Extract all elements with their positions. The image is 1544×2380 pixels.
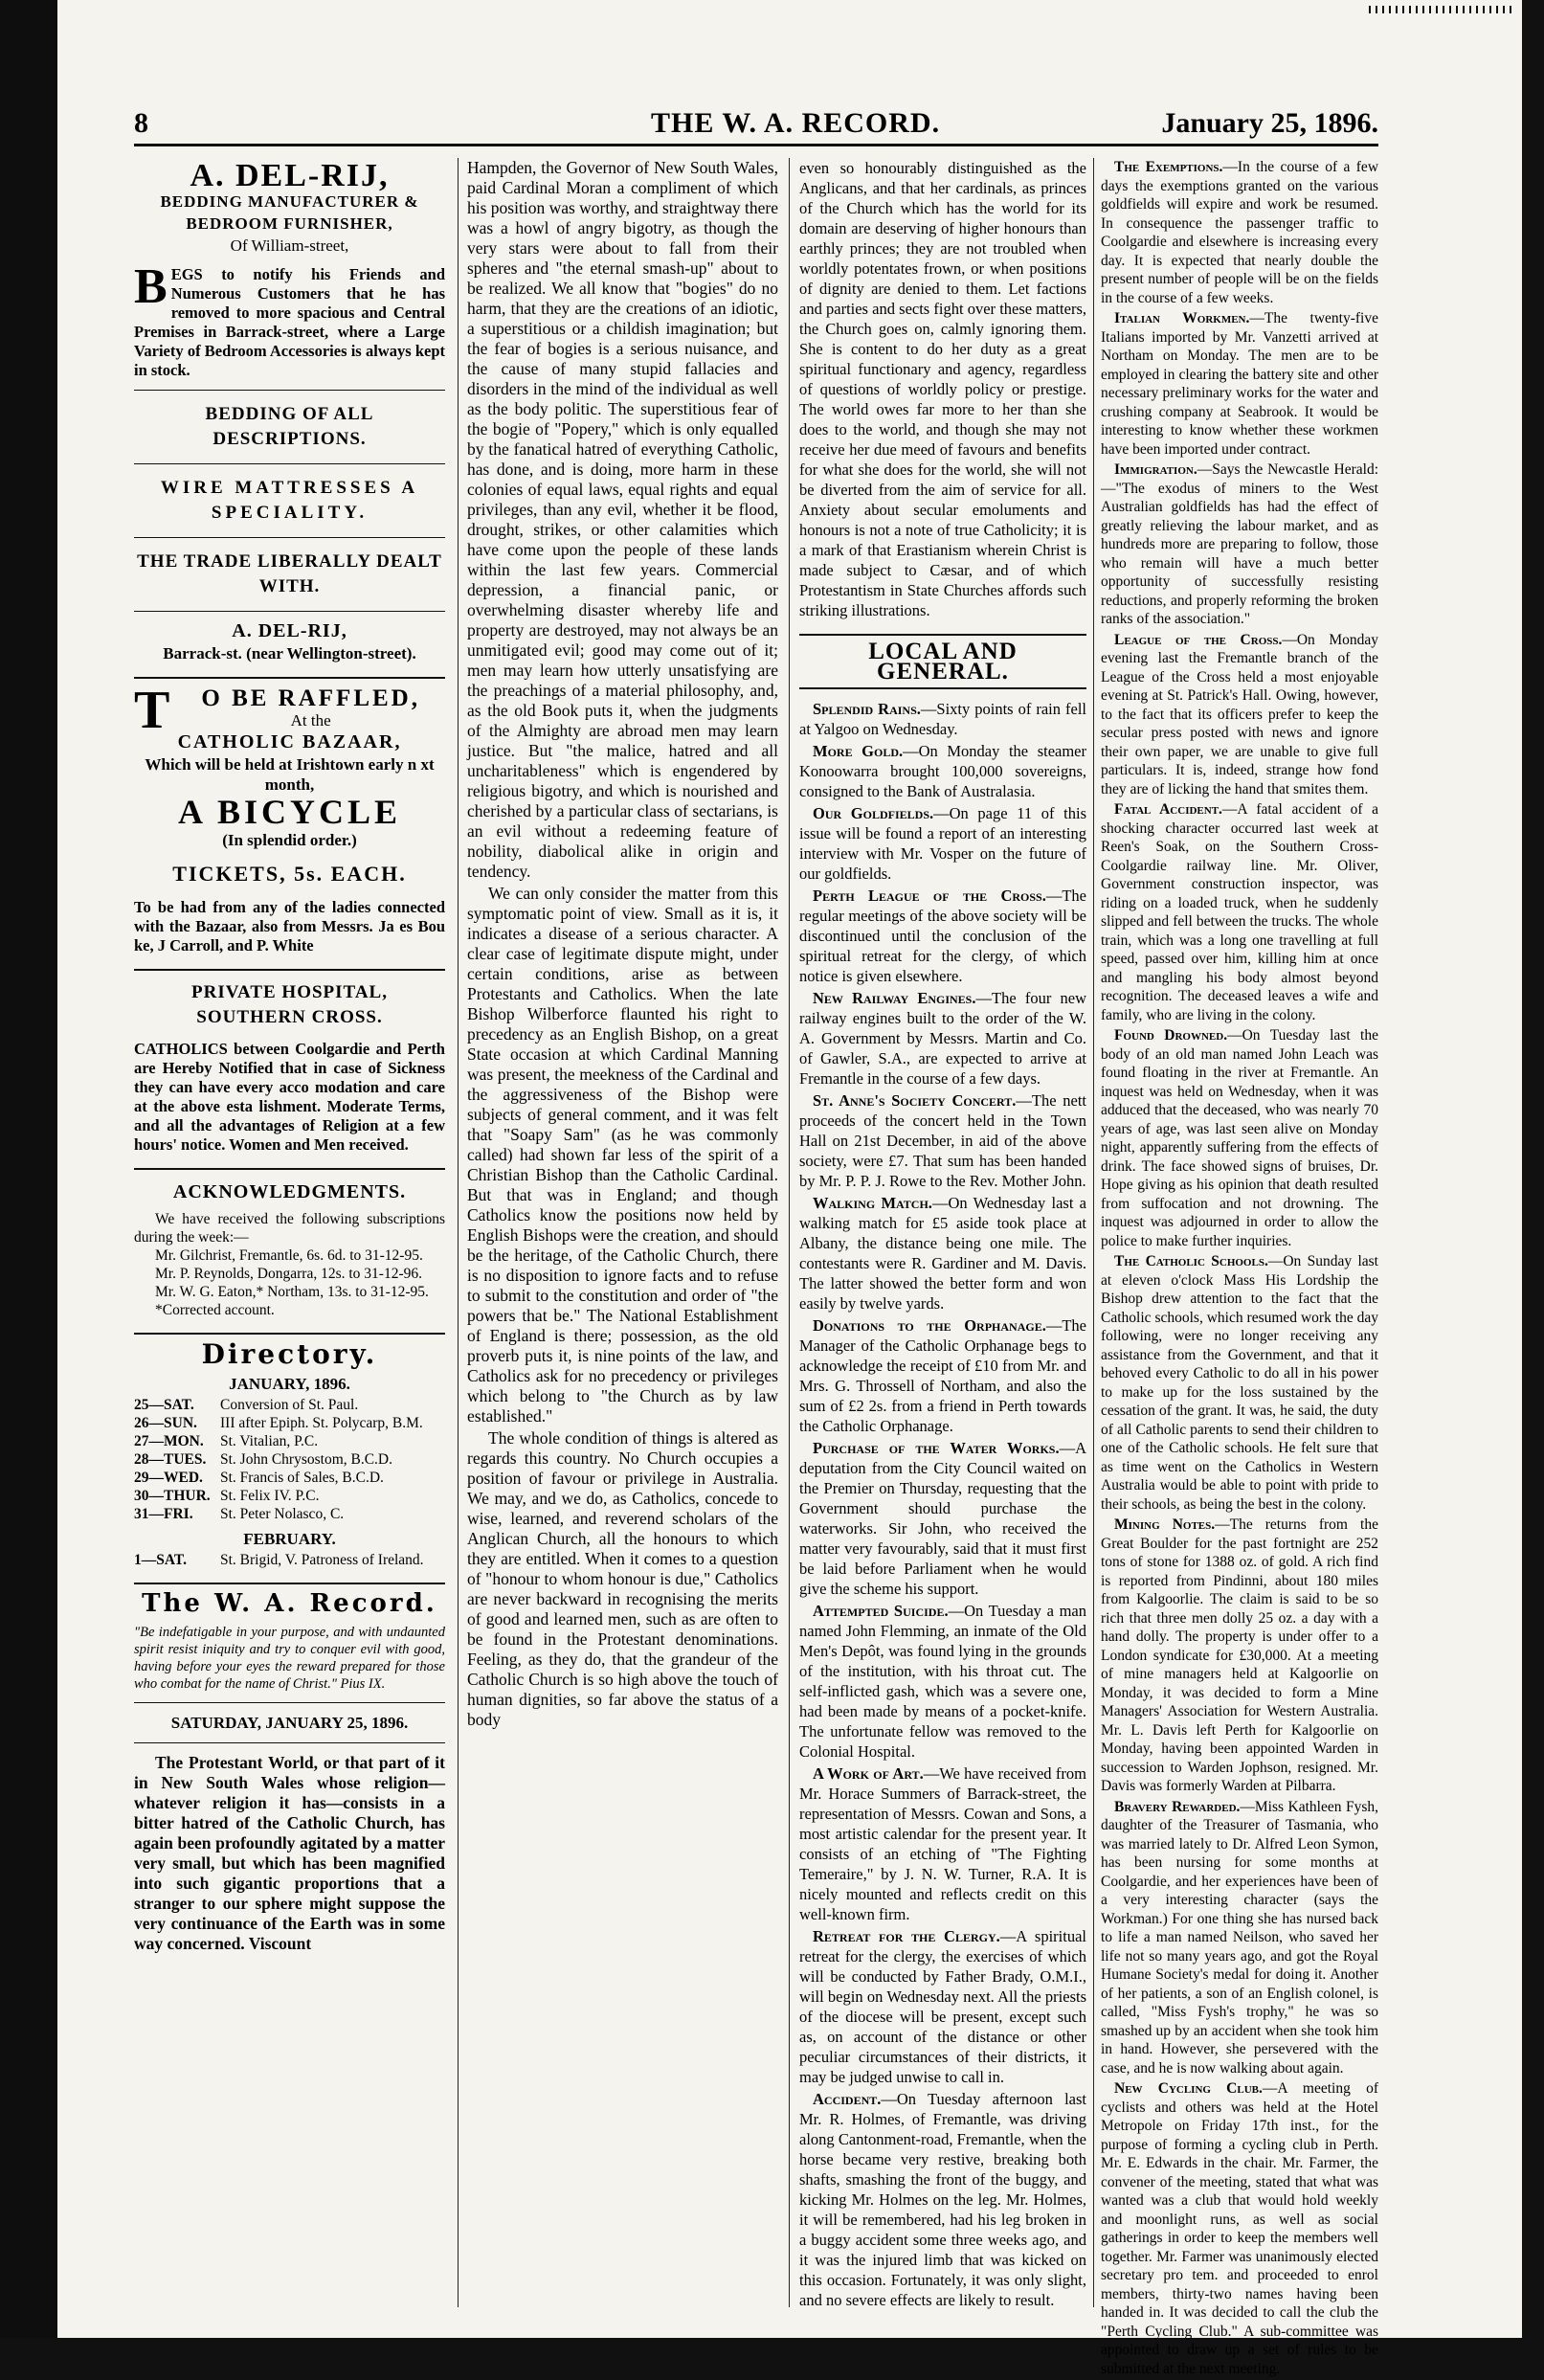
news-item-heading: The Catholic Schools. (1114, 1253, 1268, 1269)
raffle-tickets: TICKETS, 5s. EACH. (172, 862, 407, 886)
news-item-text: —A spiritual retreat for the clergy, the exercises of which will be conducted by Father Brady, O.M.I., will begin on Wednesday next. All the priests of the diocese will be present, except such as, on account of the distance or other peculiar circumstances of their districts, it may be judged unwise to call in. (799, 1927, 1086, 2086)
ad-signature: A. DEL-RIJ, (232, 620, 347, 641)
ad-name: A. DEL-RIJ, (190, 158, 390, 193)
directory-row (134, 1414, 445, 1432)
news-item-heading: Donations to the Orphanage. (813, 1316, 1046, 1335)
news-item-text: —The returns from the Great Boulder for the past fortnight are 252 tons of stone for 1388 oz. of gold. A rich find is reported from Pindinni, about 180 miles from Kalgoorlie. The claim is said to be so rich that three men dolly 25 oz. a day with a hand dolly. The property is under offer to a London syndicate for £30,000. At a meeting of mine managers held at Kalgoorlie on Monday, it was decided to form a Mine Managers' Association for Western Australia. Mr. L. Davis left Perth for Kalgoorlie on Monday, having been appointed Warden in succession to Warden Jophson, resigned. Mr. Davis was formerly Warden at Pilbarra. (1101, 1516, 1378, 1794)
news-item (799, 988, 1086, 1089)
directory-day: 25—SAT. (134, 1397, 194, 1413)
news-item (1101, 1252, 1378, 1514)
news-item-text: —On Wednesday last a walking match for £5 aside took place at Albany, the distance being one mile. The contestants were R. Gardiner and M. Davis. The latter showed the better form and won easily by twelve yards. (799, 1194, 1087, 1313)
raffle-at: At the (290, 711, 331, 730)
news-item-heading: Purchase of the Water Works. (813, 1439, 1060, 1457)
raffle-heading: O BE RAFFLED, (201, 685, 420, 711)
news-item-heading: New Cycling Club. (1114, 2080, 1263, 2097)
ad-subtitle: BEDROOM FURNISHER, (186, 214, 393, 233)
news-item-heading: New Railway Engines. (813, 989, 976, 1007)
divider (134, 677, 445, 679)
acknowledgments-title: ACKNOWLEDGMENTS. (172, 1181, 407, 1202)
news-item-text: —The four new railway engines built to the order of the W. A. Government by Messrs. Martin and Co. of Gawler, S.A., are expected to arrive at Fremantle in the course of a few days. (799, 989, 1086, 1088)
column-4 (1101, 158, 1378, 2380)
news-item (799, 699, 1086, 739)
ad-body (134, 259, 445, 380)
news-item-heading: Found Drowned. (1114, 1027, 1228, 1044)
directory-day: 27—MON. (134, 1433, 204, 1449)
news-item-heading: Bravery Rewarded. (1114, 1798, 1241, 1815)
directory-row (134, 1487, 445, 1505)
column-3 (799, 158, 1086, 2312)
directory-day: 26—SUN. (134, 1415, 197, 1431)
directory-month: JANUARY, 1896. (229, 1375, 350, 1393)
directory-feast: St. Brigid, V. Patroness of Ireland. (220, 1552, 424, 1568)
news-item-heading: Fatal Accident. (1114, 801, 1222, 818)
directory-feast: Conversion of St. Paul. (220, 1397, 359, 1413)
divider (134, 463, 445, 464)
divider (134, 1702, 445, 1703)
news-item-text: —Says the Newcastle Herald:—"The exodus of miners to the West Australian goldfields has had the effect of greatly relieving the labour market, and as hundreds more are preparing to follow, those who remain will have a much better opportunity of successfully resisting reductions, and properly reforming the broken ranks of the association." (1101, 461, 1378, 627)
column-rule (1093, 158, 1094, 2307)
raffle-event: CATHOLIC BAZAAR, (177, 731, 402, 752)
directory-title: Directory. (201, 1338, 378, 1370)
column-rule (789, 158, 790, 2307)
news-item (799, 1926, 1086, 2087)
news-item-heading: Accident. (813, 2090, 882, 2108)
news-item (1101, 158, 1378, 307)
directory-row (134, 1551, 445, 1569)
news-item (1101, 309, 1378, 459)
divider (134, 1583, 445, 1584)
section-heading: LOCAL AND GENERAL. (799, 634, 1086, 689)
news-item (799, 1601, 1086, 1762)
raffle-body: To be had from any of the ladies connected with the Bazaar, also from Messrs. Ja es Bou ke, J Carroll, and P. White (134, 898, 445, 954)
advertisement-raffle (134, 681, 445, 955)
editorial-paragraph: The whole condition of things is altered as regards this country. No Church occupies a position of favour or privilege in Australia. We may, and we do, as Catholics, concede to wise, learned, and reverend scholars of the Anglican Church, all the honours to which they are entitled. When it comes to a question of "honour to whom honour is due," Catholics are never backward in recognising the merits of good and learned men, such as are often to be found in the Protestant denominations. Feeling, as they do, that the grandeur of the Catholic Church is so high above the touch of human dignities, so far above the status of a body (467, 1428, 778, 1729)
divider (134, 1742, 445, 1743)
divider (134, 390, 445, 391)
directory-feast: St. John Chrysostom, B.C.D. (220, 1451, 393, 1468)
ad-feature: THE TRADE LIBERALLY DEALT WITH. (137, 551, 442, 596)
news-item (799, 886, 1086, 986)
ad-text: EGS to notify his Friends and Numerous Customers that he has removed to more spacious and Central Premises in Barrack-street, where a Large Variety of Bedroom Accessories is always kept in stock. (134, 265, 445, 379)
news-item-heading: League of the Cross. (1114, 631, 1283, 648)
issue-date: January 25, 1896. (1161, 107, 1378, 139)
news-item (799, 1763, 1086, 1924)
masthead: The W. A. Record. (142, 1589, 437, 1618)
editorial-paragraph: We can only consider the matter from this symptomatic point of view. Small as it is, it indicates a disease of a serious character. A clear case of legitimate dispute might, under certain conditions, arise as between Protestants and Catholics. When the late Bishop Wilberforce flaunted his right to precedency as an English Bishop, on a great State occasion at which Cardinal Manning was present, the meekness of the Cardinal and the aggressiveness of the Bishop were subjects of general comment, and it was felt that "Soapy Sam" (as he was commonly called) had shown far less of the spirit of a Christian Bishop than the Catholic Cardinal. But that was in England; and though Catholics know the positions now held by English Bishops were the creation, and should be the heritage, of the Catholic Church, there is no disposition to ignore facts and to refuse to submit to the constitution and order of "the powers that be." The National Establishment of England is there; possession, as the old proverb puts it, is nine points of the law, and Catholics ask for no precedency or privileges which belong to "the Church as by law established." (467, 884, 778, 1426)
news-item-text: —On Tuesday afternoon last Mr. R. Holmes, of Fremantle, was driving along Cantonment-road, Fremantle, when the horse became very restive, breaking both shafts, smashing the front of the buggy, and kicking Mr. Holmes on the leg. Mr. Holmes, it will be remembered, had his leg broken in a buggy accident some three weeks ago, and it was the injured limb that was kicked on this occasion. Fortunately, it was only slight, and no severe effects are likely to result. (799, 2090, 1086, 2309)
news-item-text: —The twenty-five Italians imported by Mr. Vanzetti arrived at Northam on Monday. The men are to be employed in clearing the battery site and other necessary preliminary works for the water and crushing company at Seabrook. It would be interesting to know whether these workmen have been imported under contract. (1101, 310, 1378, 458)
news-item (1101, 2079, 1378, 2378)
directory-row (134, 1450, 445, 1469)
news-item-text: —A deputation from the City Council waited on the Premier on Thursday, requesting that the Government should purchase the waterworks. Sir John, who received the matter very favourably, said that it must first be laid before Parliament when he would give the scheme his support. (799, 1439, 1086, 1598)
divider (134, 537, 445, 538)
news-items (1101, 158, 1378, 2378)
news-item (799, 1193, 1086, 1313)
news-item (1101, 1798, 1378, 2078)
news-item-text: —On Tuesday a man named John Flemming, an inmate of the Old Men's Depôt, was found lying in the grounds of the institution, with his throat cut. The self-inflicted gash, which was a severe one, had been made by means of a pocket-knife. The unfortunate fellow was removed to the Colonial Hospital. (799, 1602, 1086, 1761)
advertisement-del-rij (134, 158, 445, 663)
news-item-heading: More Gold. (813, 742, 904, 760)
news-item (799, 1090, 1086, 1191)
directory-month: FEBRUARY. (243, 1530, 336, 1548)
news-item-text: —On page 11 of this issue will be found a report of an interesting interview with Mr. Vosper on the future of our goldfields. (799, 804, 1086, 883)
editorial-paragraph: Hampden, the Governor of New South Wales, paid Cardinal Moran a compliment of which his position was worthy, and straightway there was a howl of angry bigotry, as though the very stars were about to fall from their spheres and "the eternal smash-up" about to be realized. We all know that "bogies" do no harm, that they are the creations of an idiotic, a superstitious or a childish imagination; but the fear of bogies is a serious nuisance, and the cause of many stupid fallacies and disorders in the mind of the individual as well as the body politic. The superstitious fear of the bogie of "Popery," which is only equalled by the fanatical hatred of everything Catholic, has done, and is doing, more harm in these colonies of equal laws, equal rights and equal privileges, than any evil, whether it be flood, drought, strikes, or other calamities which have come upon the people of these lands within the last few years. Commercial depression, a financial panic, or overwhelming disaster whereby life and property are destroyed, may not always be an unmitigated evil; good may come out of it; men may learn how utterly unsatisfying are the preachings of a material philosophy, and, as the old Book puts it, when the judgments of the Almighty are abroad men may learn justice. But "the malice, hatred and all uncharitableness" which is engendered by religious bigotry, and which is nourished and cherished by a particular class of sectarians, is an evil without a redeeming feature of nobility, diabolical alike in origin and tendency. (467, 158, 778, 881)
directory-day: 29—WED. (134, 1470, 203, 1486)
directory-day: 31—FRI. (134, 1506, 193, 1522)
directory-feast: St. Vitalian, P.C. (220, 1433, 319, 1449)
divider (134, 1333, 445, 1335)
news-item-text: —On Sunday last at eleven o'clock Mass His Lordship the Bishop drew attention to the fact that the Catholic schools, which resumed work the day following, were no longer receiving any assistance from the Government, and that it behoved every Catholic to do all in his power to make up for the loss sustained by the cessation of the grant. It was, he said, the duty of all Catholic parents to send their children to one of the Catholic schools. He felt sure that as time went on the Catholics in Western Australia would be able to point with pride to their schools, as being the best in the colony. (1101, 1253, 1378, 1513)
editorial-paragraph: The Protestant World, or that part of it in New South Wales whose religion—whatever religion it has—consists in a bitter hatred of the Catholic Church, has again been profoundly agitated by a matter very small, but which has been magnified into such gigantic proportions that a stranger to our sphere might suppose the very continuance of the Earth was in some way concerned. Viscount (134, 1753, 445, 1953)
news-item-heading: The Exemptions. (1114, 159, 1223, 175)
acknowledgments (134, 1179, 445, 1319)
news-item-heading: Retreat for the Clergy. (813, 1927, 1000, 1945)
news-item-heading: Italian Workmen. (1114, 310, 1250, 326)
news-item-text: —On Tuesday last the body of an old man named John Leach was found floating in the river at Fremantle. An inquest was held on Wednesday, when it was adduced that the deceased, who was nearly 70 years of age, was last seen alive on Monday night, apparently suffering from the effects of drink. The face showed signs of bruises, Dr. Hope giving as his opinion that death resulted from suffocation and not drowning. The inquest was adjourned in order to allow the police to make further inquiries. (1101, 1027, 1378, 1249)
header-rule (134, 144, 1378, 146)
scan-tick-marks (1369, 6, 1512, 13)
page-number: 8 (134, 107, 148, 139)
news-item-heading: Mining Notes. (1114, 1516, 1216, 1533)
acknowledgment-line: Mr. W. G. Eaton,* Northam, 13s. to 31-12-95. (155, 1284, 429, 1300)
directory-row (134, 1432, 445, 1450)
page-header (134, 107, 1378, 146)
news-items (799, 699, 1086, 2310)
directory-feast: St. Peter Nolasco, C. (220, 1506, 345, 1522)
news-item-heading: Immigration. (1114, 461, 1197, 478)
news-item (1101, 631, 1378, 799)
directory-row (134, 1396, 445, 1414)
news-item-heading: Walking Match. (813, 1194, 932, 1212)
ad-subtitle: BEDDING MANUFACTURER & (160, 192, 419, 211)
column-rule (458, 158, 459, 2307)
news-item-heading: St. Anne's Society Concert. (813, 1091, 1017, 1110)
divider (134, 611, 445, 612)
drop-cap: B (134, 259, 168, 314)
news-item-text: —Miss Kathleen Fysh, daughter of the Treasurer of Tasmania, who was married lately to Dr. Alfred Leon Symon, has been nursing for some months at Coolgardie, and her experiences have been of a very interesting character (says the Workman.) For one thing she has nursed back to life a man named Neilson, who saved her life not so many years ago, and got the Royal Humane Society's medal for doing it. Another of her patients, a son of an English colonel, is called, "Miss Fysh's trophy," he was so smashed up by an accident when she took him in hand. However, she persevered with the case, and he is now walking about again. (1101, 1798, 1379, 2077)
news-item-text: —The Manager of the Catholic Orphanage begs to acknowledge the receipt of £10 from Mr. and Mrs. G. Throssell of Northam, and also the sum of £2 2s. from a friend in Perth towards the Catholic Orphanage. (799, 1316, 1086, 1435)
news-item-heading: Our Goldfields. (813, 804, 934, 822)
news-item-text: —The nett proceeds of the concert held in the Town Hall on 21st December, in aid of the above society, were £7. That sum has been handed by Mr. P. P. J. Rowe to the Rev. Mother John. (799, 1091, 1086, 1190)
news-item-text: —A fatal accident of a shocking character occurred last week at Reen's Soak, on the Southern Cross-Coolgardie railway line. Mr. Oliver, Government construction inspector, was riding on a loaded truck, when he suddenly slipped and fell between the trucks. The whole train, which was a long one travelling at full speed, passed over him, killing him at once and mangling his body almost beyond recognition. The deceased leaves a wife and family, who are living in the colony. (1101, 801, 1379, 1023)
divider (134, 969, 445, 971)
news-item-text: —Sixty points of rain fell at Yalgoo on Wednesday. (799, 700, 1086, 738)
news-item-heading: Splendid Rains. (813, 700, 921, 718)
directory-feast: St. Felix IV. P.C. (220, 1488, 320, 1504)
directory-feast: III after Epiph. St. Polycarp, B.M. (220, 1415, 423, 1431)
column-1 (134, 158, 445, 1956)
ad-address: Barrack-st. (near Wellington-street). (163, 644, 416, 662)
acknowledgment-note: *Corrected account. (155, 1302, 275, 1318)
raffle-prize: A BICYCLE (177, 793, 402, 831)
news-item-text: —We have received from Mr. Horace Summers of Barrack-street, the representation of Messrs. Cowan and Sons, a most artistic calendar for the present year. It consists of an etching of "The Fighting Temeraire," by J. N. W. Turner, R.A. It is nicely mounted and reflects credit on this well-known firm. (799, 1764, 1086, 1923)
directory-row (134, 1505, 445, 1523)
directory (134, 1338, 445, 1569)
news-item-heading: A Work of Art. (813, 1764, 924, 1783)
motto: "Be indefatigable in your purpose, and with undaunted spirit resist iniquity and try to conquer evil with good, having before your eyes the reward prepared for those who combat for the name of Christ." Pius IX. (134, 1625, 445, 1692)
hospital-title: PRIVATE HOSPITAL, SOUTHERN CROSS. (191, 982, 388, 1027)
news-item (799, 2089, 1086, 2310)
news-item-heading: Attempted Suicide. (813, 1602, 949, 1620)
column-2 (467, 158, 778, 1732)
news-item-text: —A meeting of cyclists and others was held at the Hotel Metropole on Friday 17th inst., for the purpose of forming a cycling club in Perth. Mr. E. Edwards in the chair. Mr. Farmer, the convener of the meeting, stated that what was wanted was a club that would hold weekly and moonlight runs, as well as social gatherings in order to keep the members well together. Mr. Farmer was unanimously elected secretary pro tem. and proceeded to enrol members, thirty-two names having been handed in. It was decided to call the club the "Perth Cycling Club." A sub-committee was appointed to draw up a set of rules to be submitted at the next meeting. (1101, 2080, 1378, 2377)
directory-day: 30—THUR. (134, 1488, 211, 1504)
news-item-text: —On Monday the steamer Konoowarra brought 100,000 sovereigns, consigned to the Bank of Australasia. (799, 742, 1086, 800)
divider (134, 1168, 445, 1170)
news-item (1101, 1516, 1378, 1796)
directory-day: 1—SAT. (134, 1552, 187, 1568)
news-item-text: —In the course of a few days the exemptions granted on the various goldfields will expire and work be resumed. In consequence the passenger traffic to Coolgardie and elsewhere is increasing every day. It is expected that nearly double the present number of people will be on the fields in the course of a few weeks. (1101, 159, 1379, 306)
acknowledgment-line: Mr. P. Reynolds, Dongarra, 12s. to 31-12-96. (155, 1266, 422, 1282)
newspaper-title: THE W. A. RECORD. (651, 107, 941, 139)
directory-row (134, 1469, 445, 1487)
news-item (799, 741, 1086, 801)
directory-day: 28—TUES. (134, 1451, 207, 1468)
drop-cap: T (134, 681, 173, 740)
acknowledgment-line: Mr. Gilchrist, Fremantle, 6s. 6d. to 31-12-95. (155, 1247, 423, 1264)
ad-address-line: Of William-street, (230, 236, 349, 255)
advertisement-hospital (134, 980, 445, 1155)
news-item (1101, 1026, 1378, 1250)
raffle-condition: (In splendid order.) (222, 831, 357, 849)
news-item (799, 1315, 1086, 1436)
ad-feature: WIRE MATTRESSES A SPECIALITY. (160, 478, 419, 523)
news-item-heading: Perth League of the Cross. (813, 887, 1046, 905)
news-item-text: —The regular meetings of the above society will be discontinued until the conclusion of the spiritual retreat for the clergy, of which notice is given elsewhere. (799, 887, 1086, 985)
editorial-dateline: SATURDAY, JANUARY 25, 1896. (170, 1714, 409, 1732)
hospital-body: CATHOLICS between Coolgardie and Perth are Hereby Notified that in case of Sickness they can have every acco modation and care at the above esta lishment. Moderate Terms, and all the advantages of Religion at a few hours' notice. Women and Men received. (134, 1040, 445, 1154)
news-item (1101, 460, 1378, 629)
news-item (799, 1438, 1086, 1599)
acknowledgments-intro: We have received the following subscriptions during the week:— (134, 1211, 445, 1246)
left-scan-margin (0, 0, 57, 2338)
news-item (799, 803, 1086, 884)
news-item (1101, 800, 1378, 1024)
editorial-paragraph: even so honourably distinguished as the Anglicans, and that her cardinals, as princes of the Church which has the world for its domain are deserving of higher honours than earthly princes; they are not troubled when worldly potentates frown, or when positions of dignity are denied to them. Let factions and parties and sects fight over these matters, the Church goes on, calmly ignoring them. She is content to do her duty as a great spiritual functionary and agency, regardless of questions of worldly policy or prestige. The world owes far more to her than she does to the world, and though she may not receive her due meed of favours and benefits for what she does for the world, she will not be diverted from the aim of service for all. Anxiety about secular emoluments and honours is not a note of true Catholicity; it is a mark of that Erastianism wherein Christ is made subject to Cæsar, and of which Protestantism in State Churches affords such striking illustrations. (799, 159, 1086, 619)
news-item-text: —On Monday evening last the Fremantle branch of the League of the Cross held a most enjoyable evening at St. Patrick's Hall. Owing, however, to the fact that its officers prefer to keep the secular press posted with news and ignore their own paper, we are unable to give full particulars. It is, indeed, strange how fond they are of licking the hand that smites them. (1101, 631, 1378, 797)
directory-feast: St. Francis of Sales, B.C.D. (220, 1470, 384, 1486)
raffle-when: Which will be held at Irishtown early n xt month, (145, 755, 435, 794)
ad-feature: BEDDING OF ALL DESCRIPTIONS. (205, 404, 374, 449)
